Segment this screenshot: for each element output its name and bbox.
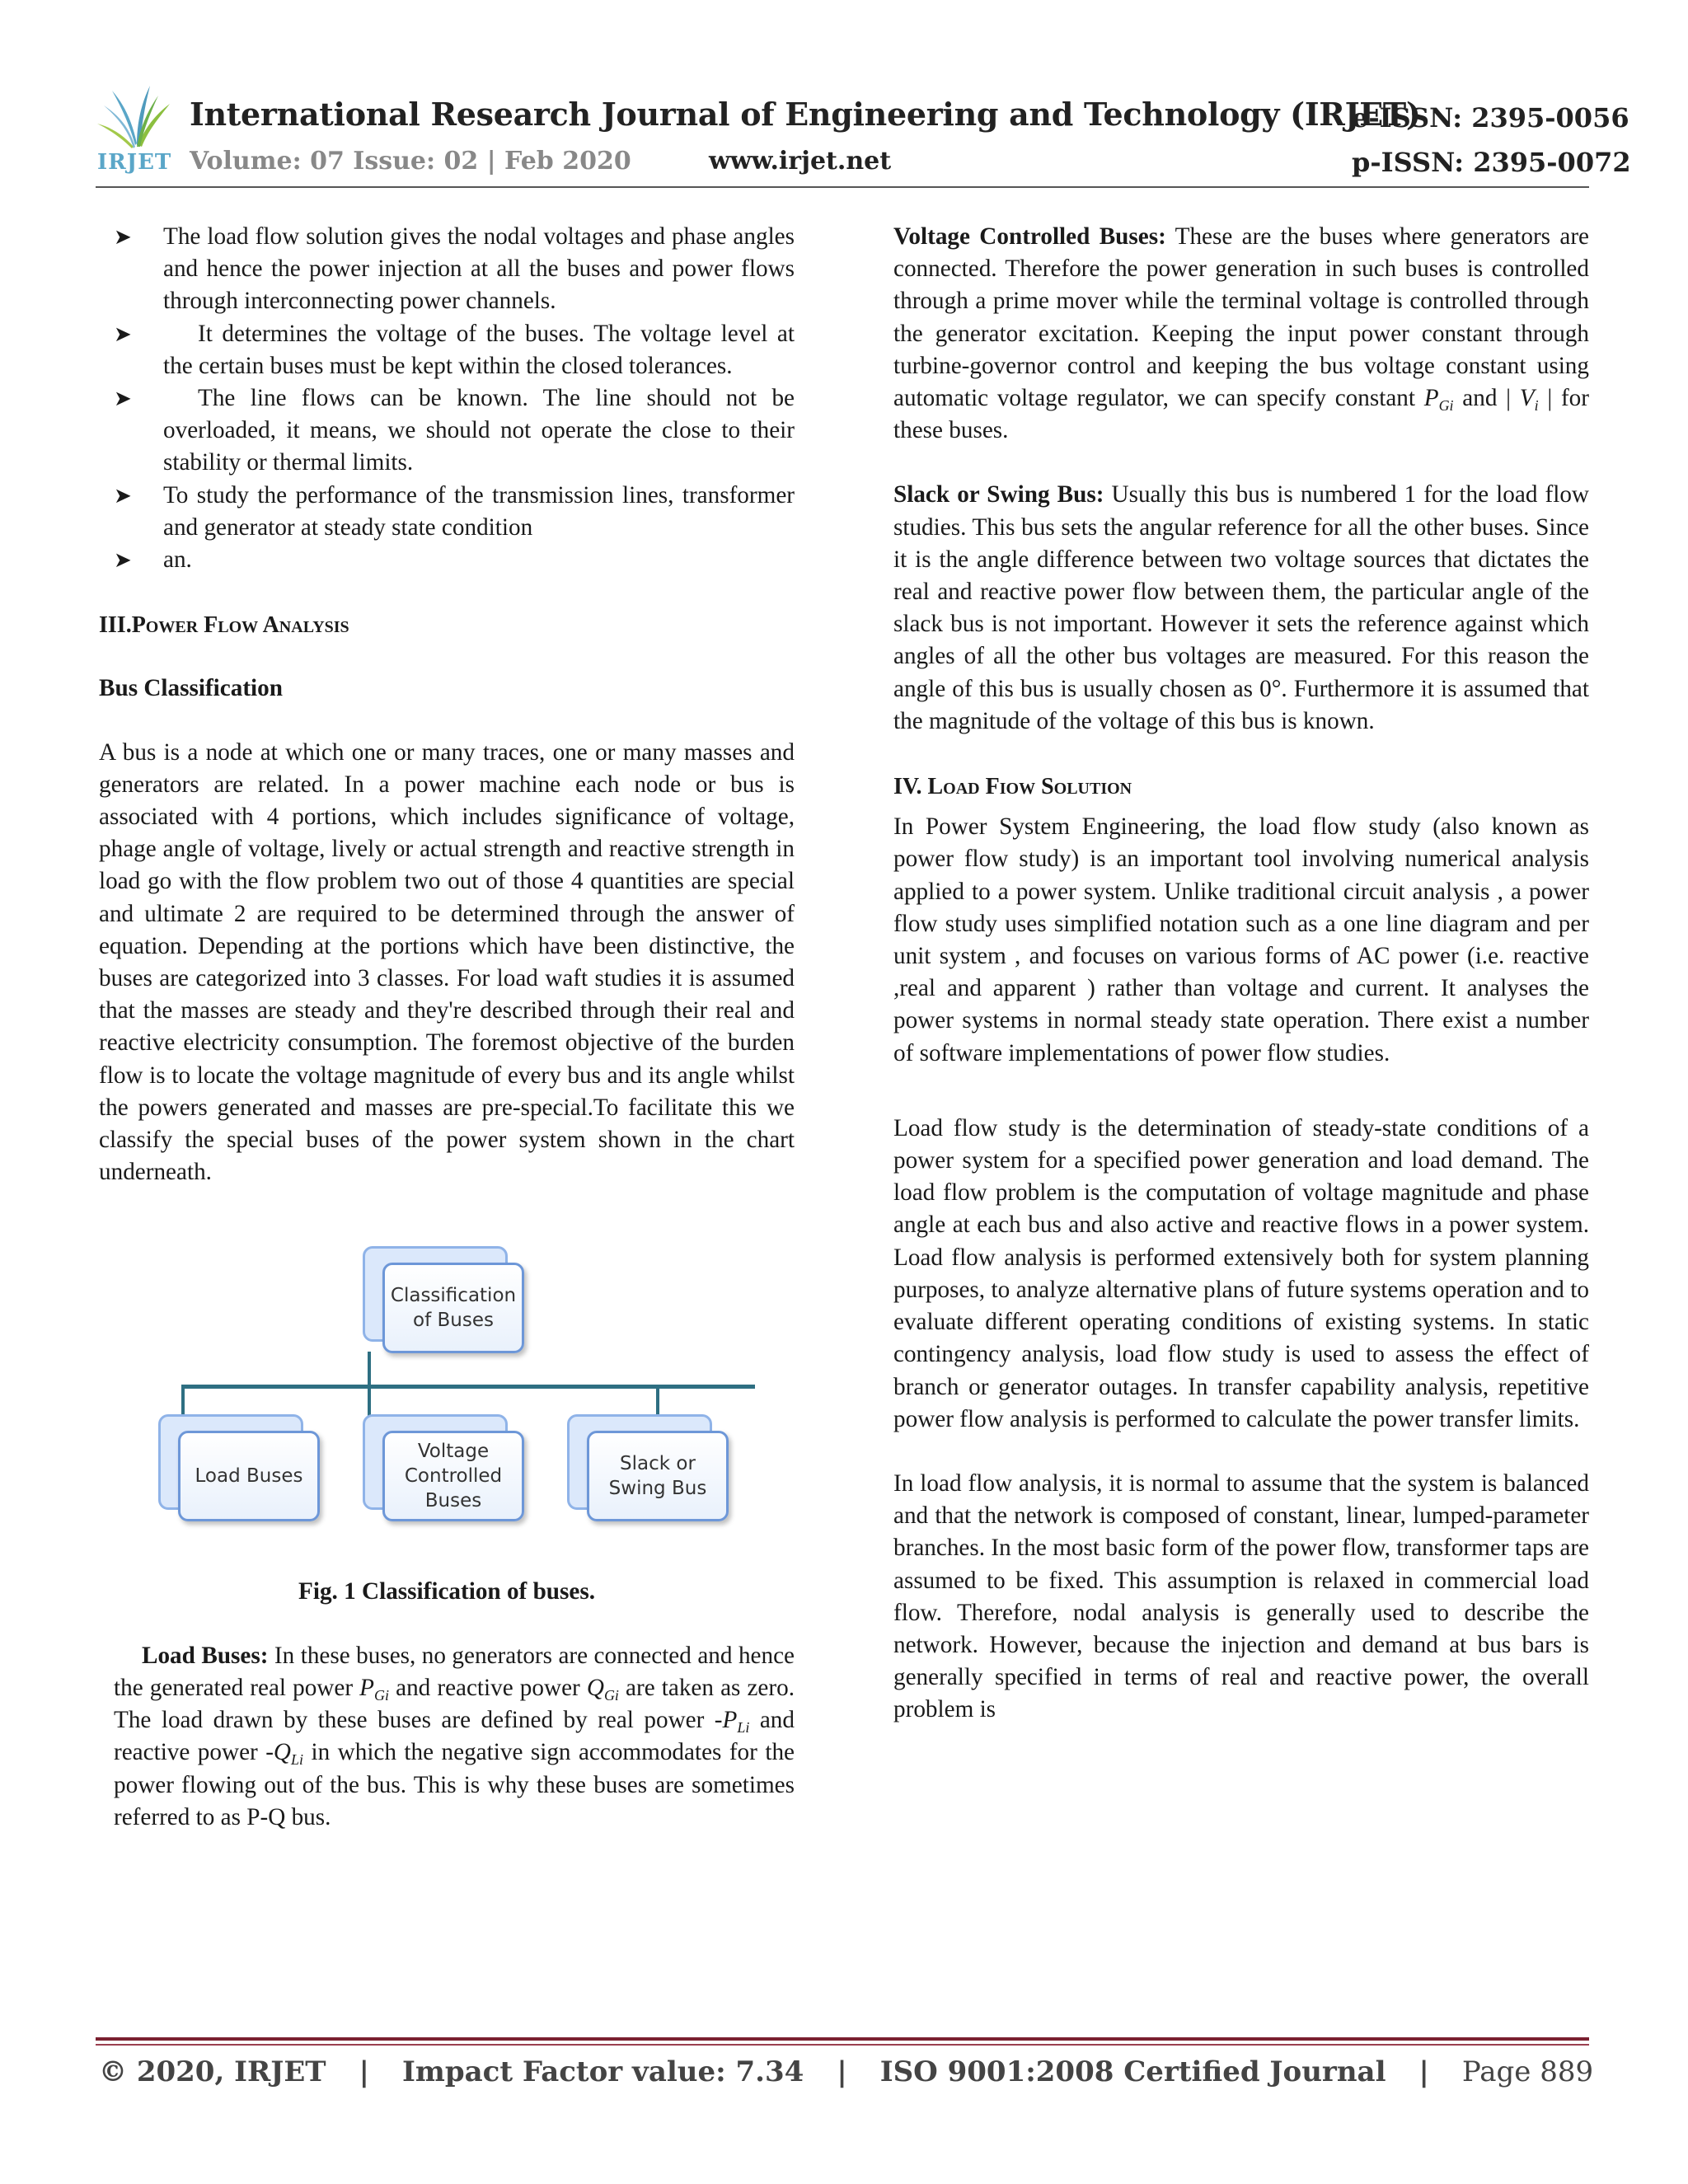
logo-text: IRJET bbox=[97, 150, 172, 175]
paragraph: In Power System Engineering, the load flow study (also known as power flow study) is an important tool involving numerical analysis applied to a power system. Unlike traditional circuit analysis , a power flow study uses simplified notation such as a one line diagram and per unit system , and focuses on various forms of AC power (i.e. reactive ,real and apparent ) rather than voltage and current. It analyses the power systems in normal steady state operation. There exist a number of software implementations of power flow studies. bbox=[893, 813, 1589, 1066]
arrow-bullet-icon: ➤ bbox=[114, 483, 132, 508]
journal-title: International Research Journal of Engineering and Technology (IRJET) bbox=[190, 96, 1421, 133]
right-column bbox=[893, 221, 1589, 1727]
list-item: ➤ It determines the voltage of the buses. The voltage level at the certain buses must be kept within the closed tolerances. bbox=[99, 318, 795, 382]
e-issn: e-ISSN: 2395-0056 bbox=[1352, 102, 1629, 134]
impact-factor: Impact Factor value: 7.34 bbox=[401, 2055, 804, 2088]
page-number: Page 889 bbox=[1461, 2055, 1594, 2088]
page-footer bbox=[99, 2055, 1593, 2088]
subheading: Bus Classification bbox=[99, 675, 283, 702]
footer-separator: | bbox=[1418, 2055, 1429, 2088]
figure-caption: Fig. 1 Classification of buses. bbox=[298, 1578, 595, 1605]
iso-certification: ISO 9001:2008 Certified Journal bbox=[879, 2055, 1386, 2088]
voltage-controlled-paragraph: Voltage Controlled Buses: These are the buses where generators are connected. Therefore the power generation in such buses is controlled through a prime mover while the terminal voltage is controlled through the generator excitation. Keeping the input power constant through turbine-governor control and keeping the bus voltage constant using automatic voltage regulator, we can specify constant $P_{Gi}$ and | $V_i$ | for these buses. bbox=[893, 223, 1589, 444]
header-divider bbox=[96, 186, 1589, 188]
copyright: © 2020, IRJET bbox=[99, 2055, 326, 2088]
load-buses-paragraph: Load Buses: In these buses, no generators are connected and hence the generated real power $P_{Gi}$ and reactive power $Q_{Gi}$ are taken as zero. The load drawn by these buses are defined by real power $-P_{Li}$ and reactive power $-Q_{Li}$ in which the negative sign accommodates for the power flowing out of the bus. This is why these buses are sometimes referred to as P-Q bus. bbox=[114, 1642, 795, 1830]
journal-logo bbox=[96, 81, 175, 176]
bullet-list bbox=[99, 221, 795, 576]
paragraph: Load flow study is the determination of steady-state conditions of a power system for a specified power generation and load demand. The load flow problem is the computation of voltage magnitude and phase angle at each bus and also active and reactive flows in a power system. Load flow analysis is performed extensively both for system planning purposes, to analyze alternative plans of future systems operation and to evaluate different operating conditions of existing systems. In static contingency analysis, load flow study is used to assess the effect of branch or generator outages. In transfer capability analysis, repetitive power flow analysis is performed to calculate the power transfer limits. bbox=[893, 1114, 1589, 1432]
arrow-bullet-icon: ➤ bbox=[114, 321, 132, 346]
website-link[interactable]: www.irjet.net bbox=[709, 147, 892, 176]
section-heading: IV. Load Fiow Solution bbox=[893, 774, 1132, 800]
connector-line bbox=[368, 1352, 371, 1386]
paragraph: A bus is a node at which one or many traces, one or many masses and generators are related. In a power machine each node or bus is associated with 4 portions, which includes significance of voltage, phage angle of voltage, lively or actual strength and reactive strength in load go with the flow problem two out of those 4 quantities are special and ultimate 2 are required to be determined through the answer of equation. Depending at the portions which have been distinctive, the buses are categorized into 3 classes. For load waft studies it is assumed that the masses are steady and they're described through their real and reactive electricity consumption. The foremost objective of the burden flow is to locate the voltage magnitude of every bus and its angle whilst the powers generated and masses are pre-special.To facilitate this we classify the special buses of the power system shown in the chart underneath. bbox=[99, 738, 795, 1186]
node-slack-bus: Slack or Swing Bus bbox=[567, 1414, 729, 1520]
footer-separator: | bbox=[359, 2055, 369, 2088]
connector-line bbox=[181, 1385, 185, 1416]
p-issn: p-ISSN: 2395-0072 bbox=[1352, 147, 1631, 178]
connector-line bbox=[656, 1385, 659, 1416]
list-item: ➤ an. bbox=[99, 544, 795, 576]
list-item: ➤ To study the performance of the transmission lines, transformer and generator at steady state condition bbox=[99, 480, 795, 544]
footer-divider bbox=[96, 2044, 1589, 2046]
paragraph: In load flow analysis, it is normal to assume that the system is balanced and that the network is composed of constant, linear, lumped-parameter branches. In the most basic form of the power flow, transformer taps are assumed to be fixed. This assumption is relaxed in commercial load flow. Therefore, nodal analysis is generally used to describe the network. However, because the injection and demand at bus bars is generally specified in terms of real and reactive power, the overall problem is bbox=[893, 1469, 1589, 1723]
left-column bbox=[99, 221, 795, 1834]
connector-line bbox=[368, 1385, 371, 1416]
footer-divider bbox=[96, 2037, 1589, 2041]
connector-line bbox=[181, 1385, 755, 1389]
slack-bus-paragraph: Slack or Swing Bus: Usually this bus is numbered 1 for the load flow studies. This bus sets the angular reference for all the other buses. Since it is the angle difference between two voltage sources that dictates the real and reactive power flow between them, the particular angle of the slack bus is not important. However it sets the reference against which angles of all the other bus voltages are measured. For this reason the angle of this bus is usually chosen as 0°. Furthermore it is assumed that the magnitude of the voltage of this bus is known. bbox=[893, 481, 1590, 734]
arrow-bullet-icon: ➤ bbox=[114, 548, 132, 573]
arrow-bullet-icon: ➤ bbox=[114, 387, 132, 411]
arrow-bullet-icon: ➤ bbox=[114, 225, 132, 249]
bus-classification-diagram bbox=[99, 1246, 795, 1568]
list-item: ➤ The load flow solution gives the nodal voltages and phase angles and hence the power injection at all the buses and power flows through interconnecting power channels. bbox=[99, 221, 795, 318]
volume-issue: Volume: 07 Issue: 02 | Feb 2020 bbox=[190, 147, 631, 176]
node-voltage-controlled: Voltage Controlled Buses bbox=[363, 1414, 524, 1520]
list-item: ➤ The line flows can be known. The line should not be overloaded, it means, we should not operate the close to their stability or thermal limits. bbox=[99, 382, 795, 480]
node-load-buses: Load Buses bbox=[158, 1414, 320, 1520]
section-heading: III.Power Flow Analysis bbox=[99, 612, 349, 639]
node-root: Classification of Buses bbox=[363, 1246, 524, 1352]
footer-separator: | bbox=[837, 2055, 847, 2088]
